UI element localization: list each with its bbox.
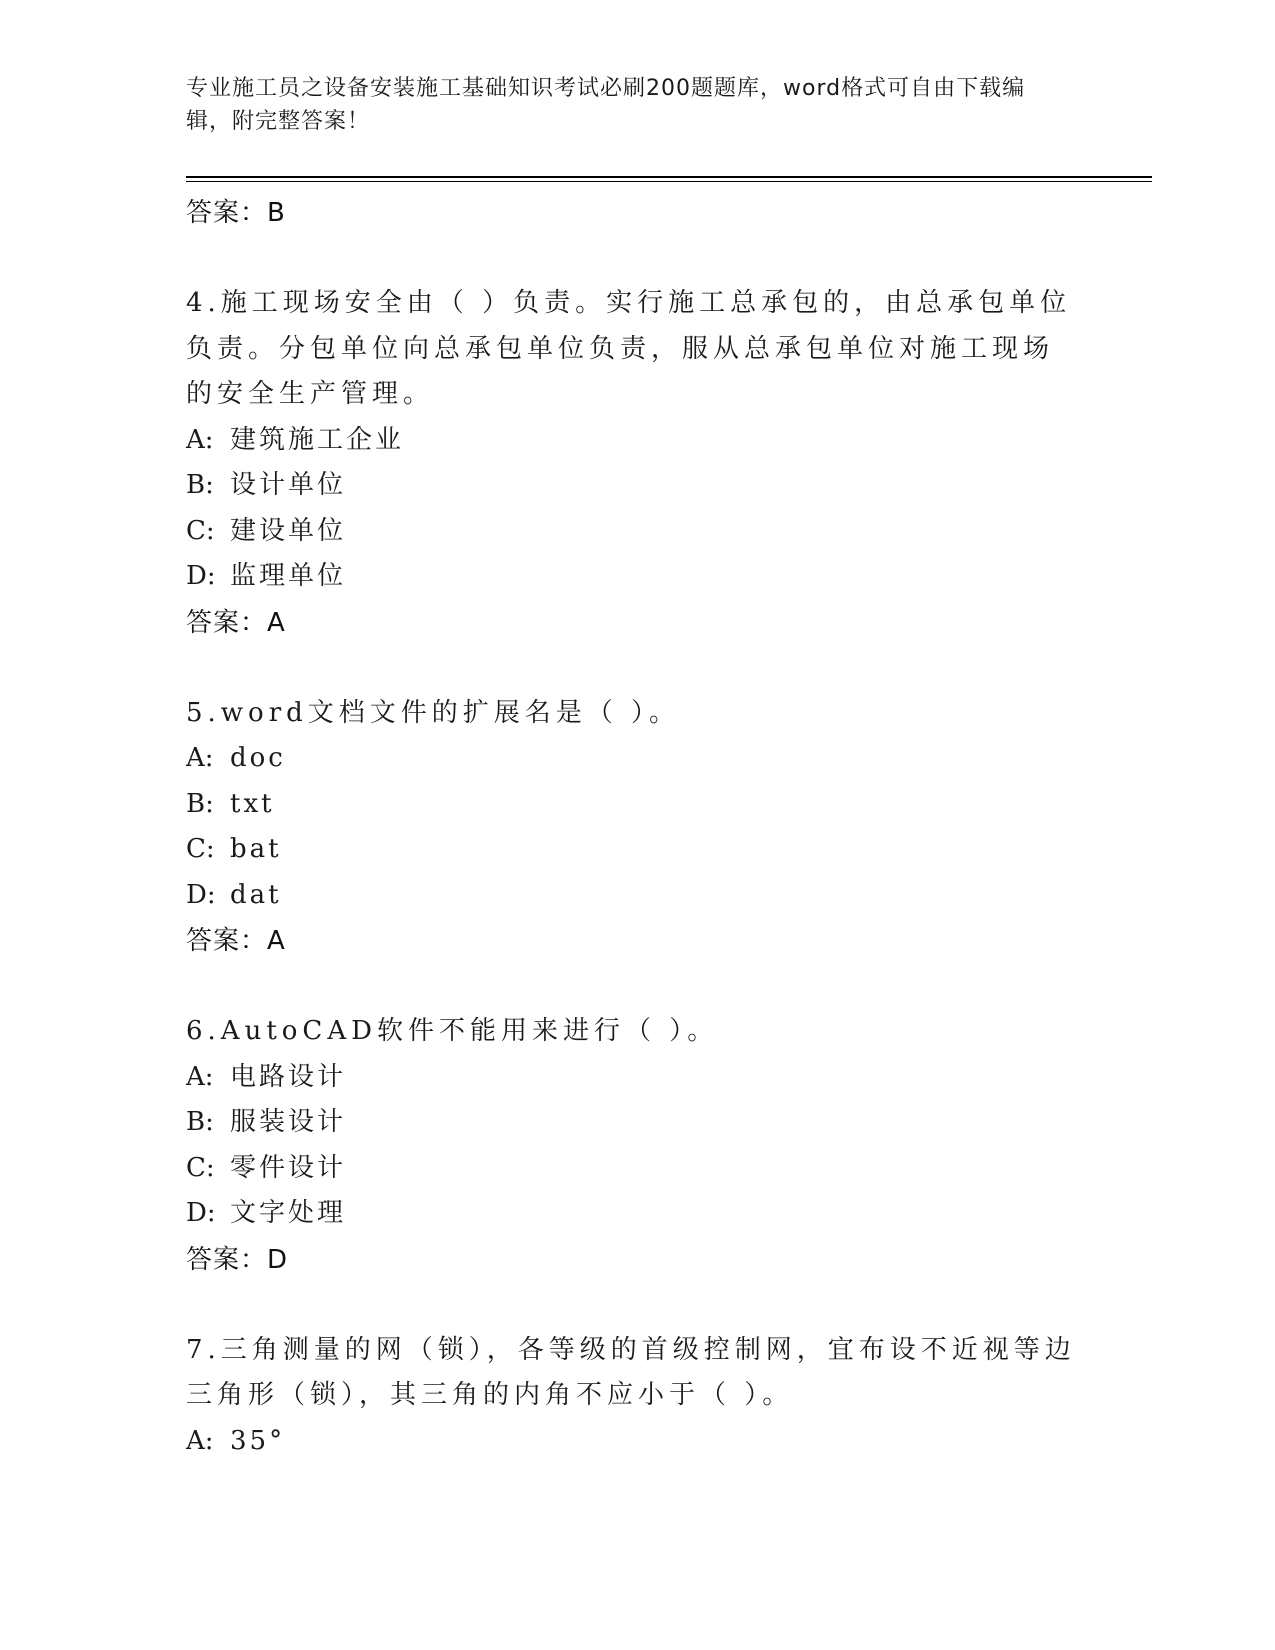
option-a xyxy=(186,1419,1076,1465)
option-key: B: xyxy=(186,788,214,819)
question-stem: 5.word文档文件的扩展名是（ ）。 xyxy=(186,697,681,728)
question-5 xyxy=(186,691,1076,965)
option-text: 电路设计 xyxy=(230,1061,347,1092)
question-answer: 答案：A xyxy=(186,607,286,638)
spacer xyxy=(186,236,1076,281)
question-4 xyxy=(186,281,1076,646)
option-key: D: xyxy=(186,879,216,910)
option-text: 文字处理 xyxy=(230,1198,347,1228)
question-stem: 6.AutoCAD软件不能用来进行（ ）。 xyxy=(186,1016,719,1046)
option-d xyxy=(186,873,1076,919)
option-c xyxy=(186,827,1076,873)
option-c xyxy=(186,509,1076,555)
question-stem: 7.三角测量的网（锁），各等级的首级控制网，宜布设不近视等边三角形（锁），其三角的内角不应小于（ ）。 xyxy=(186,1334,1076,1410)
spacer xyxy=(186,964,1076,1009)
option-key: B: xyxy=(186,1107,214,1137)
option-key: D: xyxy=(186,1198,216,1228)
option-a xyxy=(186,1055,1076,1101)
option-text: 服装设计 xyxy=(230,1107,347,1137)
option-key: A: xyxy=(186,424,214,455)
option-key: C: xyxy=(186,834,215,864)
option-key: A: xyxy=(186,1061,214,1092)
option-key: C: xyxy=(186,515,215,546)
document-header: 专业施工员之设备安装施工基础知识考试必刷200题题库，word格式可自由下载编辑，附完整答案！ xyxy=(186,76,1026,134)
option-b xyxy=(186,463,1076,509)
header-divider-thin xyxy=(186,181,1152,182)
option-key: A: xyxy=(186,743,214,773)
option-text: dat xyxy=(230,879,282,910)
option-d xyxy=(186,554,1076,600)
option-key: C: xyxy=(186,1152,215,1183)
option-text: 零件设计 xyxy=(230,1152,347,1183)
question-answer: 答案：D xyxy=(186,1244,289,1275)
option-text: bat xyxy=(230,834,282,864)
option-a xyxy=(186,736,1076,782)
option-a xyxy=(186,418,1076,464)
option-key: D: xyxy=(186,561,216,591)
option-text: doc xyxy=(230,743,286,773)
spacer xyxy=(186,646,1076,691)
question-answer: 答案：A xyxy=(186,926,286,956)
question-7 xyxy=(186,1328,1076,1465)
option-text: 设计单位 xyxy=(230,470,347,500)
question-list xyxy=(186,190,1076,1464)
question-stem: 4.施工现场安全由（ ）负责。实行施工总承包的，由总承包单位负责。分包单位向总承包单位负责，服从总承包单位对施工现场的安全生产管理。 xyxy=(186,288,1072,409)
option-text: 建筑施工企业 xyxy=(230,424,405,455)
option-text: 建设单位 xyxy=(230,515,347,546)
header-divider-thick xyxy=(186,176,1152,178)
option-b xyxy=(186,1100,1076,1146)
option-text: 35° xyxy=(230,1425,286,1456)
previous-answer: 答案：B xyxy=(186,198,286,228)
option-key: B: xyxy=(186,470,214,500)
option-text: txt xyxy=(230,788,275,819)
option-b xyxy=(186,782,1076,828)
spacer xyxy=(186,1283,1076,1328)
option-d xyxy=(186,1191,1076,1237)
option-text: 监理单位 xyxy=(230,561,347,591)
option-key: A: xyxy=(186,1425,214,1456)
question-6 xyxy=(186,1009,1076,1283)
option-c xyxy=(186,1146,1076,1192)
